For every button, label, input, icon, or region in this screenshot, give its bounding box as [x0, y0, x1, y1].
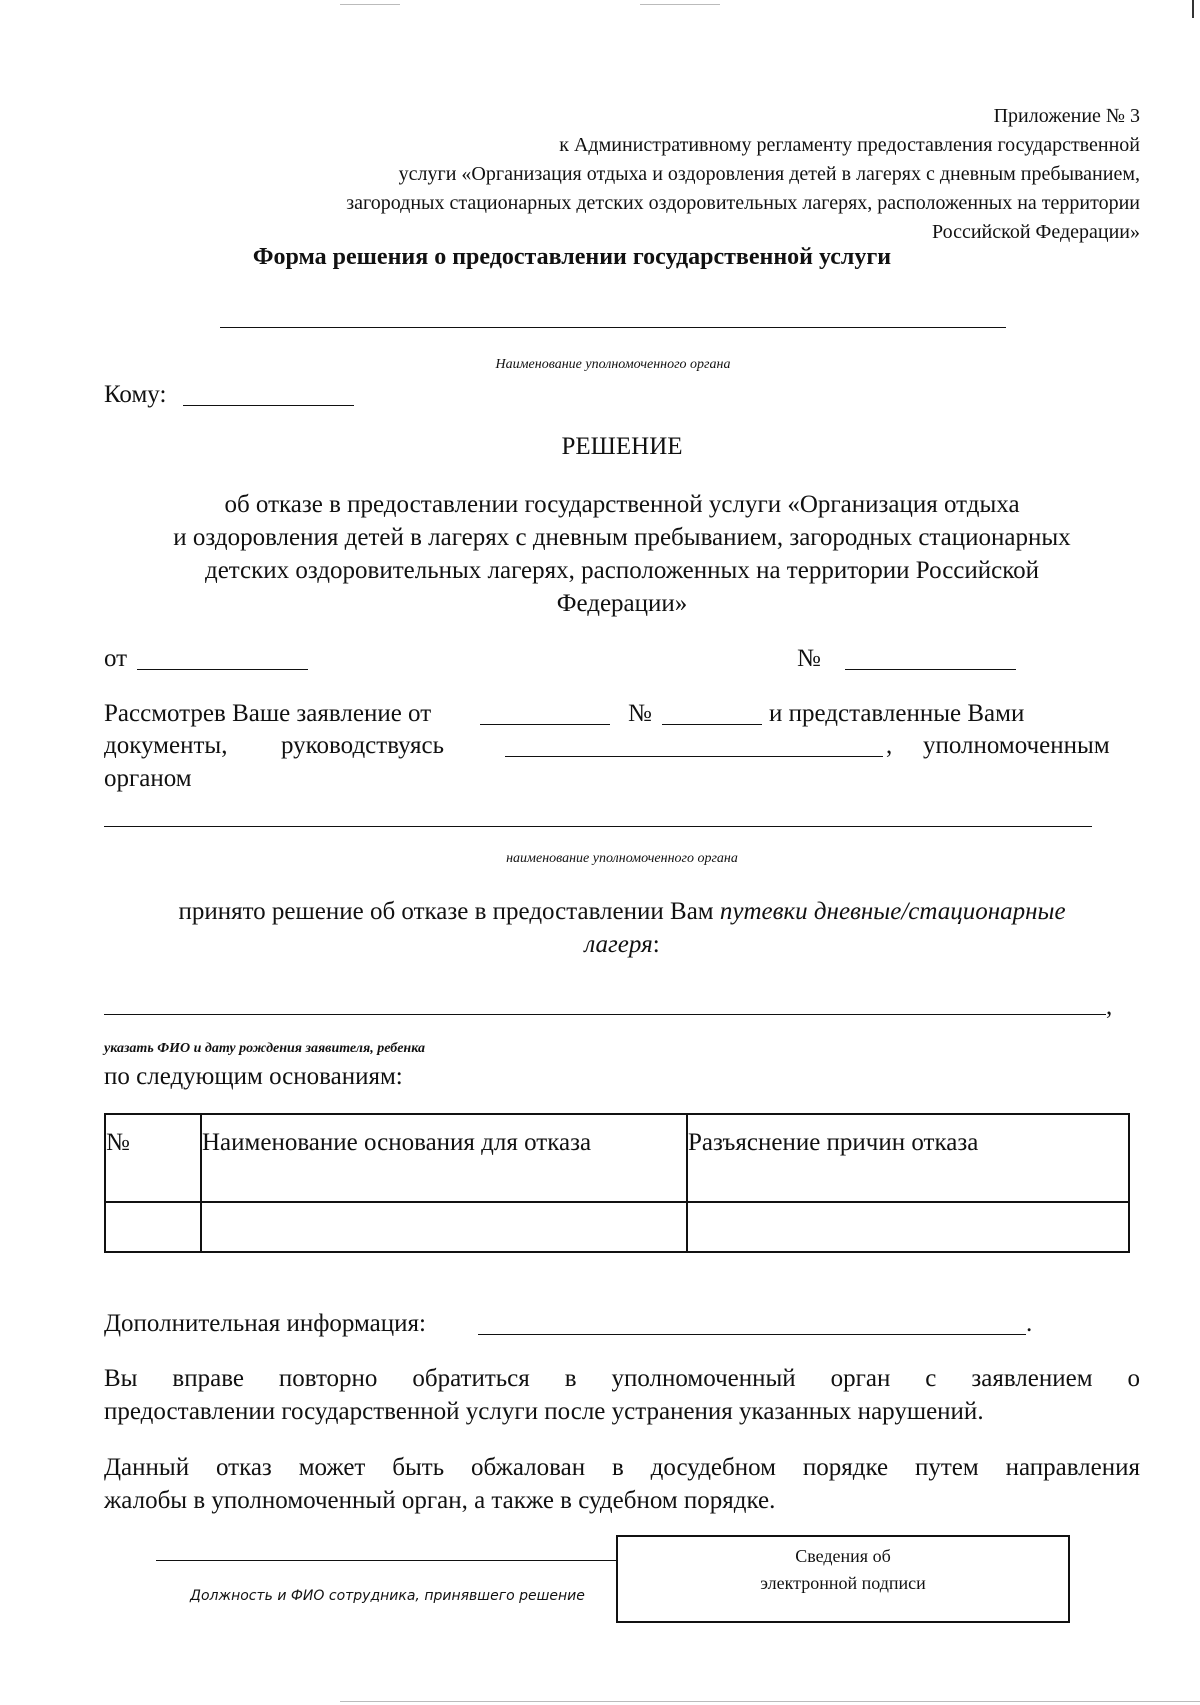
applicant-caption: указать ФИО и дату рождения заявителя, ребенка [104, 1041, 425, 1056]
refusal-camps: лагеря [584, 931, 653, 958]
refusal-statement [104, 895, 1140, 961]
authority-caption-lower: наименование уполномоченного органа [506, 851, 738, 866]
signature-box-line-1: Сведения об [795, 1546, 891, 1566]
date-line [137, 669, 308, 670]
authority-name-line [220, 327, 1006, 328]
form-title: Форма решения о предоставлении государственной услуги [252, 244, 892, 270]
additional-info-line [478, 1334, 1026, 1335]
table-header-ground: Наименование основания для отказа [201, 1114, 687, 1202]
scan-mark [340, 4, 400, 5]
refusal-colon: : [652, 931, 660, 958]
decision-subject-line-3: детских оздоровительных лагерях, расположенных на территории Российской [204, 557, 1040, 584]
table-cell-ground [201, 1202, 687, 1252]
decision-heading: РЕШЕНИЕ [561, 433, 683, 460]
appendix-reference: к Административному регламенту предоставления государственной [559, 134, 1140, 156]
applicant-line [104, 1014, 1106, 1015]
additional-info-label: Дополнительная информация: [104, 1310, 426, 1337]
table-row [105, 1202, 1129, 1252]
authority-name-line-lower [104, 826, 1092, 827]
appendix-service-line-3: Российской Федерации» [931, 221, 1140, 243]
review-text-line-3: органом [104, 765, 192, 792]
table-header-number: № [105, 1114, 201, 1202]
review-number-label: № [628, 700, 652, 727]
refusal-voucher-type: путевки дневные/стационарные [719, 898, 1066, 925]
table-header-explanation: Разъяснение причин отказа [687, 1114, 1129, 1202]
reapply-line-1: Вы вправе повторно обратиться в уполномоченный орган с заявлением о [104, 1365, 1140, 1392]
appendix-service-line-2: загородных стационарных детских оздоровительных лагерях, расположенных на территории [346, 192, 1140, 214]
appeal-line-1: Данный отказ может быть обжалован в досудебном порядке путем направления [104, 1454, 1140, 1481]
number-label: № [797, 645, 821, 672]
decision-subject [0, 488, 1200, 620]
electronic-signature-box [616, 1535, 1070, 1623]
table-header-row [105, 1114, 1129, 1202]
additional-info-end: . [1026, 1310, 1033, 1337]
reapply-line-2: предоставлении государственной услуги после устранения указанных нарушений. [104, 1398, 984, 1425]
signer-caption: Должность и ФИО сотрудника, принявшего решение [190, 1588, 585, 1604]
grounds-table [104, 1113, 1130, 1253]
scan-mark [640, 4, 720, 5]
table-cell-explanation [687, 1202, 1129, 1252]
application-number-line [662, 724, 762, 725]
appendix-header [346, 102, 1140, 247]
scan-edge-mark [1192, 0, 1194, 18]
grounds-intro: по следующим основаниям: [104, 1063, 403, 1090]
applicant-line-comma: , [1106, 993, 1113, 1020]
appendix-service-line-1: услуги «Организация отдыха и оздоровления детей в лагерях с дневным пребыванием, [398, 163, 1140, 185]
signature-box-line-2: электронной подписи [760, 1573, 926, 1593]
refusal-text: принято решение об отказе в предоставлении Вам [178, 898, 720, 925]
review-comma: , [886, 732, 893, 759]
date-label: от [104, 645, 128, 672]
table-cell-number [105, 1202, 201, 1252]
refusal-line-2 [104, 928, 1140, 961]
refusal-line-1 [104, 895, 1140, 928]
authority-caption: Наименование уполномоченного органа [495, 357, 731, 372]
signer-line [156, 1560, 616, 1561]
review-word-authorized: уполномоченным [923, 732, 1110, 759]
decision-subject-line-2: и оздоровления детей в лагерях с дневным пребыванием, загородных стационарных [173, 524, 1071, 551]
appendix-number: Приложение № 3 [993, 105, 1140, 127]
decision-subject-line-1: об отказе в предоставлении государственной услуги «Организация отдыха [224, 491, 1020, 518]
appeal-line-2: жалобы в уполномоченный орган, а также в судебном порядке. [104, 1487, 776, 1514]
review-text-part-1: Рассмотрев Ваше заявление от [104, 700, 432, 727]
recipient-line [183, 405, 354, 406]
to-label: Кому: [104, 381, 167, 408]
scan-mark [340, 1701, 1200, 1702]
application-date-line [480, 724, 610, 725]
review-word-documents: документы, [104, 732, 228, 759]
number-line [845, 669, 1016, 670]
review-text-part-3: и представленные Вами [769, 700, 1025, 727]
review-word-guided: руководствуясь [281, 732, 445, 759]
legal-basis-line [505, 756, 883, 757]
decision-subject-line-4: Федерации» [556, 590, 688, 617]
